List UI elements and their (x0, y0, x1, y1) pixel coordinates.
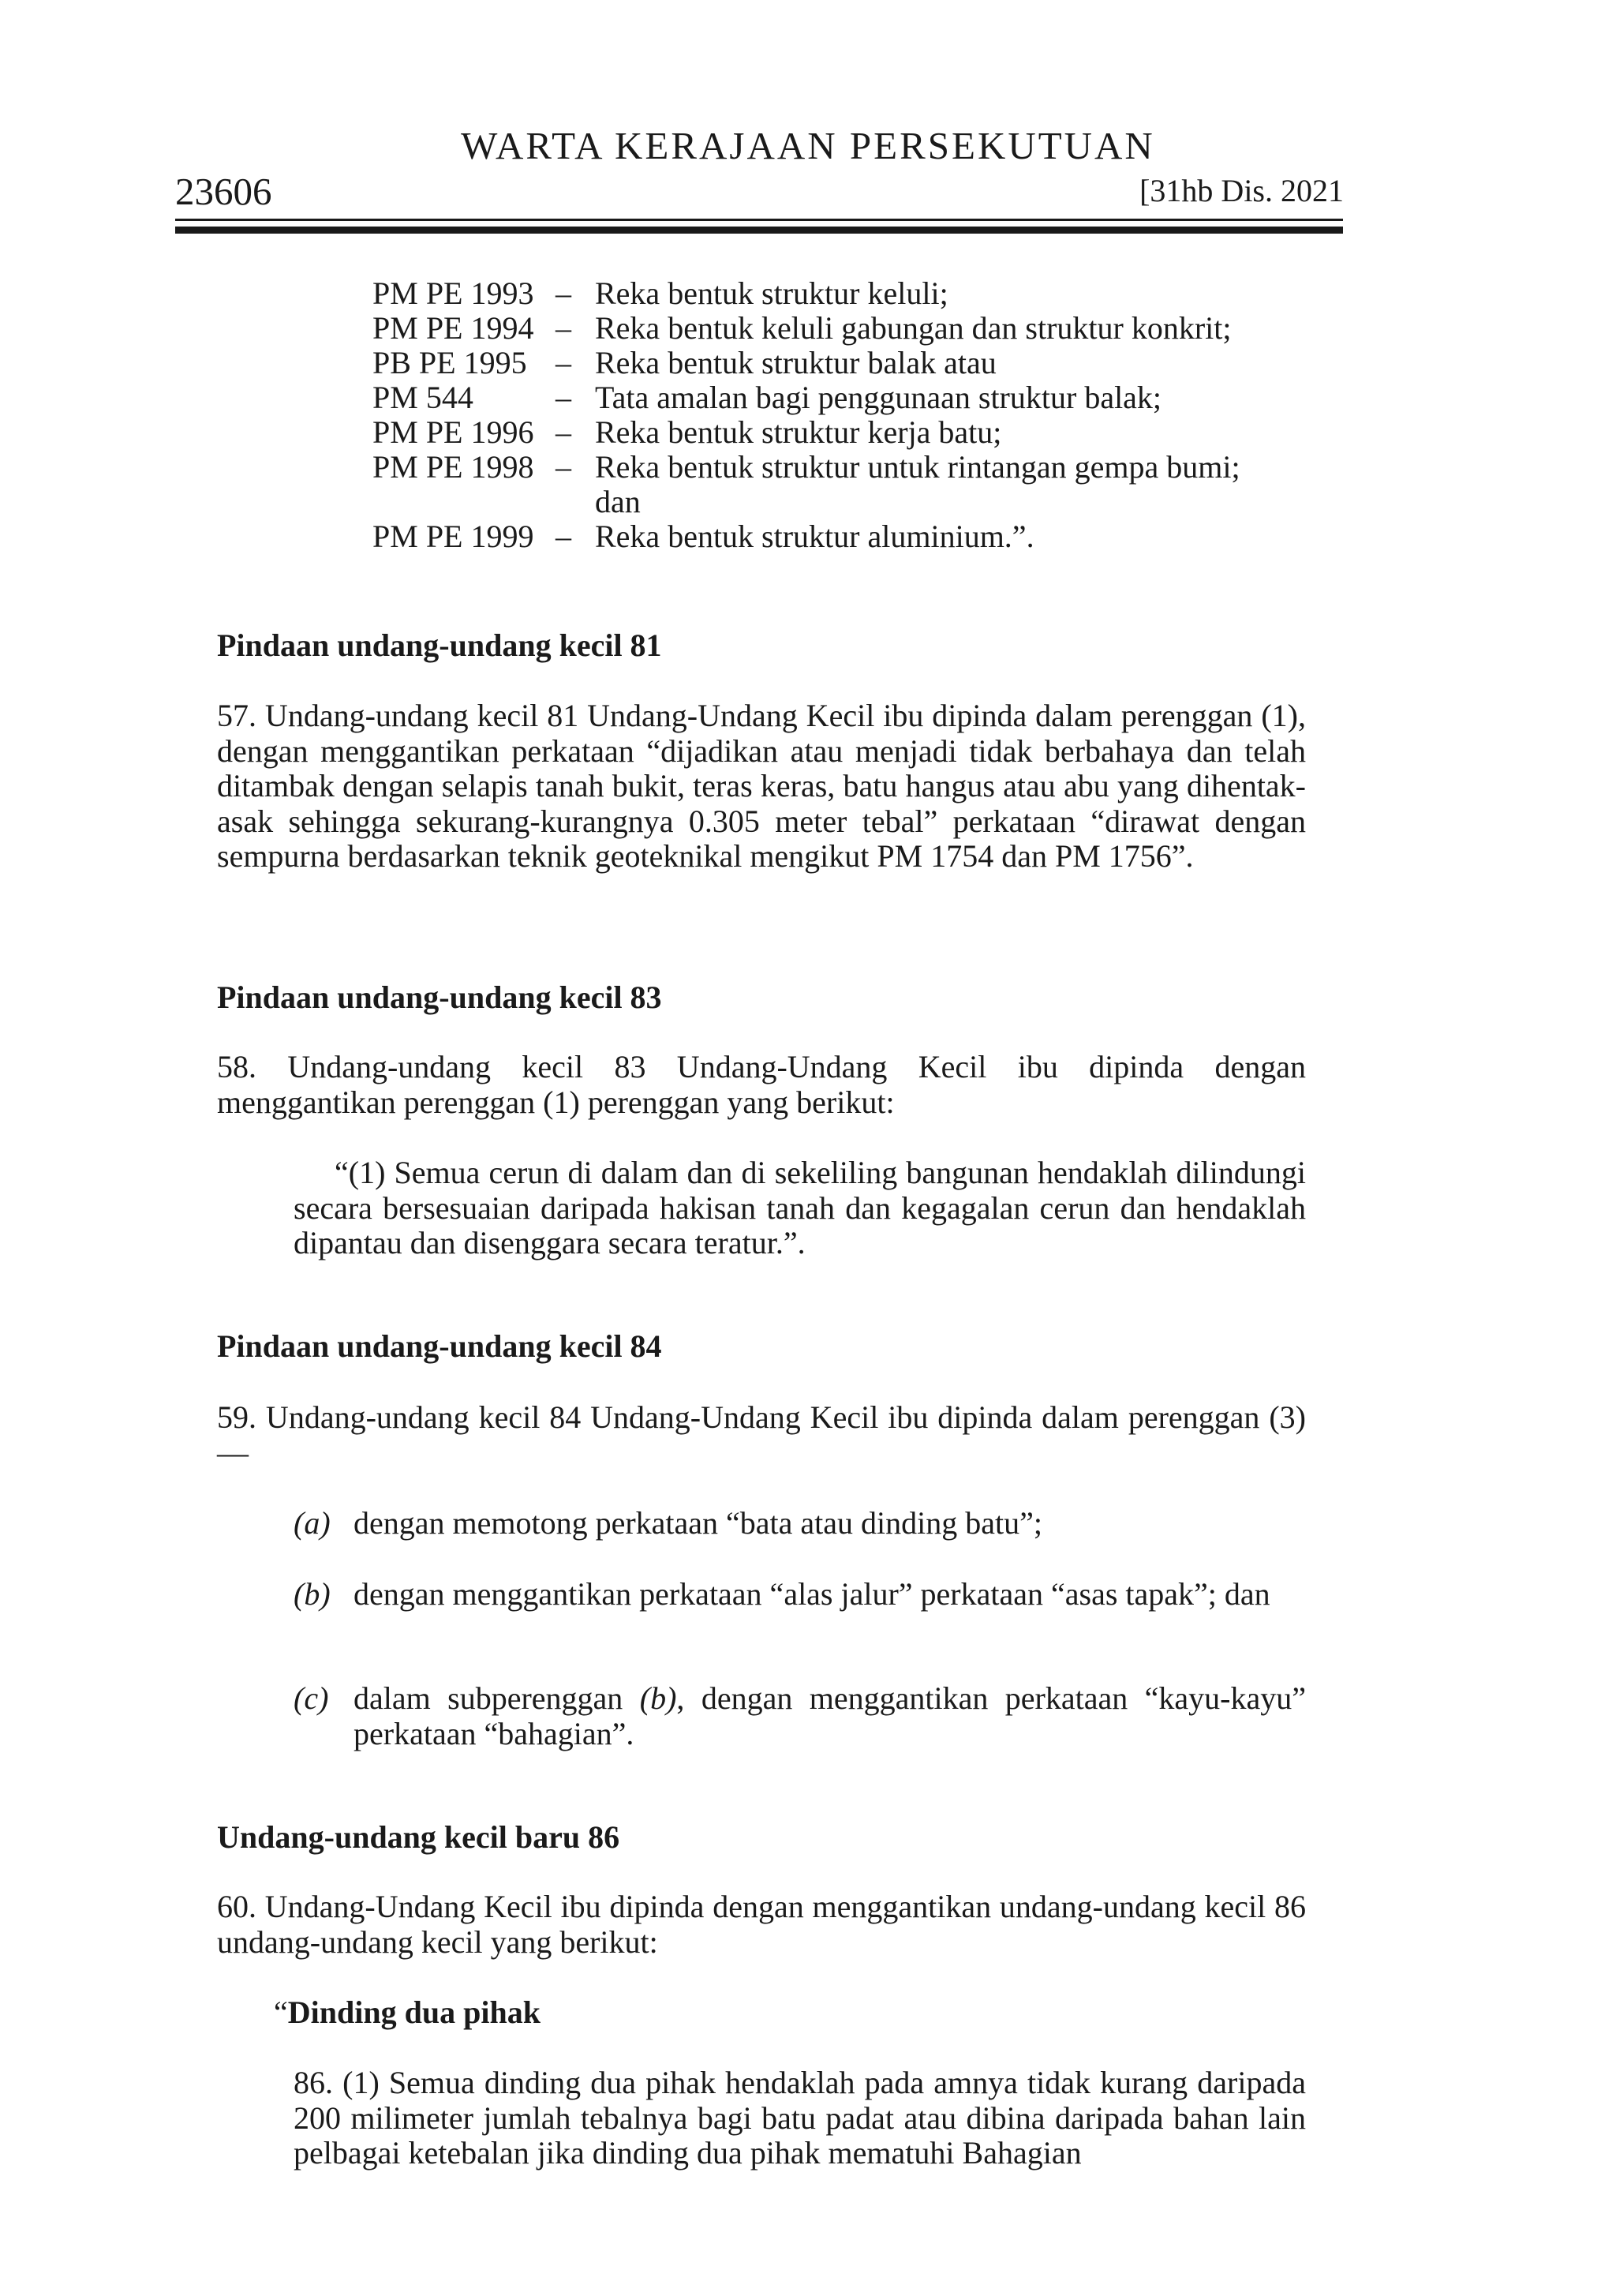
paragraph-60: 60. Undang-Undang Kecil ibu dipinda dengan menggantikan undang-undang kecil 86 undang-undang kecil yang berikut: (217, 1889, 1306, 1960)
list-item-text (354, 1681, 1306, 1751)
standard-dash: – (556, 275, 571, 311)
standard-row (372, 485, 1311, 519)
standard-row (372, 450, 1311, 485)
standard-row (372, 276, 1311, 311)
section-heading-84: Pindaan undang-undang kecil 84 (217, 1328, 662, 1364)
paragraph-59: 59. Undang-undang kecil 84 Undang-Undang Kecil ibu dipinda dalam perenggan (3)— (217, 1399, 1306, 1470)
header-rule-thin (175, 219, 1343, 221)
standard-description: Reka bentuk keluli gabungan dan struktur konkrit; (595, 310, 1232, 346)
quoted-subparagraph-1: “(1) Semua cerun di dalam dan di sekeliling bangunan hendaklah dilindungi secara bersesuaian daripada hakisan tanah dan kegagalan cerun dan hendaklah dipantau dan disenggara secara teratur.”. (294, 1155, 1306, 1260)
quoted-heading-text: Dinding dua pihak (287, 1994, 541, 2030)
standard-dash: – (556, 310, 571, 346)
list-item-text-post: , dengan menggantikan perkataan “kayu-kayu” perkataan “bahagian”. (354, 1680, 1306, 1751)
standard-description: Reka bentuk struktur aluminium.”. (595, 519, 1034, 554)
standard-code: PM PE 1993 (372, 275, 534, 311)
standard-description: Reka bentuk struktur keluli; (595, 275, 948, 311)
standard-dash: – (556, 414, 571, 450)
subparagraph-reference: (b) (639, 1680, 677, 1716)
paragraph-57: 57. Undang-undang kecil 81 Undang-Undang Kecil ibu dipinda dalam perenggan (1), dengan menggantikan perkataan “dijadikan atau menjadi tidak berbahaya dan telah ditambak dengan selapis tanah bukit, teras keras, batu hangus atau abu yang dihentak-asak sehingga sekurang-kurangnya 0.305 meter tebal” perkataan “dirawat dengan sempurna berdasarkan teknik geoteknikal mengikut PM 1754 dan PM 1756”. (217, 698, 1306, 874)
list-item-b (294, 1577, 1306, 1612)
standard-code: PB PE 1995 (372, 345, 527, 380)
issue-date: [31hb Dis. 2021 (1139, 173, 1344, 208)
paragraph-86-1: 86. (1) Semua dinding dua pihak hendaklah pada amnya tidak kurang daripada 200 milimeter jumlah tebalnya bagi batu padat atau dibina daripada bahan lain pelbagai ketebalan jika dinding dua pihak mematuhi Bahagian (294, 2065, 1306, 2171)
standard-dash: – (556, 345, 571, 380)
standard-description: Reka bentuk struktur untuk rintangan gempa bumi; (595, 449, 1240, 485)
standard-dash: – (556, 380, 571, 415)
standard-row (372, 311, 1311, 346)
section-heading-81: Pindaan undang-undang kecil 81 (217, 627, 662, 663)
standards-list (372, 276, 1311, 554)
list-item-c (294, 1681, 1306, 1751)
list-item-a (294, 1506, 1306, 1541)
list-item-label: (c) (294, 1680, 329, 1716)
list-item-text: dengan menggantikan perkataan “alas jalur” perkataan “asas tapak”; dan (354, 1576, 1270, 1612)
page-number: 23606 (175, 170, 272, 213)
section-heading-86: Undang-undang kecil baru 86 (217, 1819, 620, 1855)
standard-row (372, 346, 1311, 380)
standard-description: Reka bentuk struktur balak atau (595, 345, 997, 380)
standard-description: Reka bentuk struktur kerja batu; (595, 414, 1002, 450)
standard-dash: – (556, 519, 571, 554)
standard-row (372, 380, 1311, 415)
standard-row (372, 519, 1311, 554)
standard-dash: – (556, 449, 571, 485)
opening-quote: “ (274, 1994, 288, 2030)
quoted-heading (274, 1994, 541, 2030)
standard-code: PM PE 1994 (372, 310, 534, 346)
standard-dash (556, 485, 595, 519)
header-rule-thick (175, 227, 1343, 234)
standard-code: PM PE 1999 (372, 519, 534, 554)
section-heading-83: Pindaan undang-undang kecil 83 (217, 979, 662, 1015)
paragraph-58: 58. Undang-undang kecil 83 Undang-Undang Kecil ibu dipinda dengan menggantikan perenggan (1) perenggan yang berikut: (217, 1049, 1306, 1120)
list-item-label: (a) (294, 1505, 331, 1541)
list-item-label: (b) (294, 1576, 331, 1612)
list-item-text-pre: dalam subperenggan (354, 1680, 640, 1716)
standard-code: PM 544 (372, 380, 473, 415)
standard-code: PM PE 1996 (372, 414, 534, 450)
gazette-title: WARTA KERAJAAN PERSEKUTUAN (461, 124, 1155, 167)
list-item-text: dengan memotong perkataan “bata atau dinding batu”; (354, 1505, 1043, 1541)
standard-description: Tata amalan bagi penggunaan struktur balak; (595, 380, 1162, 415)
standard-code (372, 485, 556, 519)
standard-row (372, 415, 1311, 450)
standard-description: dan (595, 484, 641, 519)
standard-code: PM PE 1998 (372, 449, 534, 485)
